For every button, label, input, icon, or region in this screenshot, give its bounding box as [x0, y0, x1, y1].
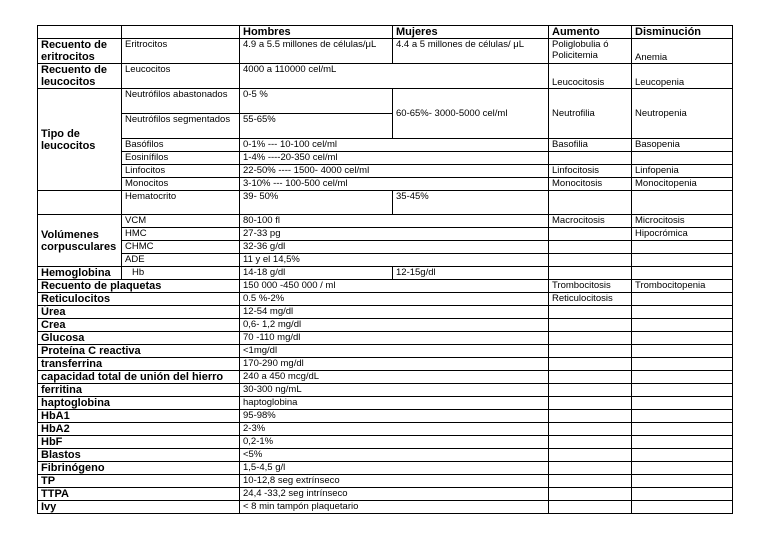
label-volumenes: Volúmenes corpusculares — [38, 215, 122, 267]
row-disminucion — [632, 410, 733, 423]
eritrocitos-aumento: Poliglobulia ó Policitemia — [549, 39, 632, 64]
row-value: < 8 min tampón plaquetario — [240, 501, 549, 514]
hematocrito-hombres: 39- 50% — [240, 191, 393, 215]
header-mujeres: Mujeres — [393, 26, 549, 39]
neutrofilos-mujeres: 60-65%- 3000-5000 cel/ml — [393, 89, 549, 139]
row-label: HbA2 — [38, 423, 240, 436]
header-row — [38, 26, 733, 39]
linfocitos-value: 22-50% ---- 1500- 4000 cel/ml — [240, 165, 549, 178]
chmc-value: 32-36 g/dl — [240, 241, 549, 254]
table-row — [38, 397, 733, 410]
row-disminucion — [632, 371, 733, 384]
row-value: 12-54 mg/dl — [240, 306, 549, 319]
linfocitos-aumento: Linfocitosis — [549, 165, 632, 178]
header-empty-1 — [38, 26, 122, 39]
leucocitos-aumento: Leucocitosis — [549, 64, 632, 89]
plaquetas-aumento: Trombocitosis — [549, 280, 632, 293]
reticulocitos-disminucion — [632, 293, 733, 306]
table-row — [38, 371, 733, 384]
row-disminucion — [632, 397, 733, 410]
row-value: 0,2-1% — [240, 436, 549, 449]
ade-aumento — [549, 254, 632, 267]
hmc-disminucion: Hipocrómica — [632, 228, 733, 241]
row-label: Glucosa — [38, 332, 240, 345]
table-row — [38, 475, 733, 488]
chmc-aumento — [549, 241, 632, 254]
row-monocitos — [38, 178, 733, 191]
label-leucocitos: Recuento de leucocitos — [38, 64, 122, 89]
name-hb: Hb — [122, 267, 240, 280]
name-ade: ADE — [122, 254, 240, 267]
row-disminucion — [632, 449, 733, 462]
label-tipo-leucocitos: Tipo de leucocitos — [38, 89, 122, 191]
row-label: haptoglobina — [38, 397, 240, 410]
row-label: TTPA — [38, 488, 240, 501]
hematocrito-disminucion — [632, 191, 733, 215]
row-eosinofilos — [38, 152, 733, 165]
basofilos-disminucion: Basopenia — [632, 139, 733, 152]
table-row — [38, 319, 733, 332]
row-leucocitos — [38, 64, 733, 89]
plaquetas-value: 150 000 -450 000 / ml — [240, 280, 549, 293]
table-row — [38, 501, 733, 514]
label-eritrocitos: Recuento de eritrocitos — [38, 39, 122, 64]
reticulocitos-aumento: Reticulocitosis — [549, 293, 632, 306]
row-abastonados — [38, 89, 733, 114]
row-label: Ivy — [38, 501, 240, 514]
plaquetas-disminucion: Trombocitopenia — [632, 280, 733, 293]
row-aumento — [549, 345, 632, 358]
row-aumento — [549, 306, 632, 319]
monocitos-value: 3-10% --- 100-500 cel/ml — [240, 178, 549, 191]
row-value: <1mg/dl — [240, 345, 549, 358]
row-chmc — [38, 241, 733, 254]
row-label: ferritina — [38, 384, 240, 397]
row-reticulocitos — [38, 293, 733, 306]
label-reticulocitos: Reticulocitos — [38, 293, 240, 306]
table-row — [38, 488, 733, 501]
table-row — [38, 436, 733, 449]
row-aumento — [549, 501, 632, 514]
name-vcm: VCM — [122, 215, 240, 228]
row-aumento — [549, 436, 632, 449]
label-hematocrito-empty — [38, 191, 122, 215]
row-hmc — [38, 228, 733, 241]
row-linfocitos — [38, 165, 733, 178]
table-row — [38, 332, 733, 345]
eosinofilos-disminucion — [632, 152, 733, 165]
leucocitos-disminucion: Leucopenia — [632, 64, 733, 89]
row-label: HbA1 — [38, 410, 240, 423]
table-row — [38, 449, 733, 462]
hmc-aumento — [549, 228, 632, 241]
name-chmc: CHMC — [122, 241, 240, 254]
leucocitos-value: 4000 a 110000 cel/mL — [240, 64, 549, 89]
reticulocitos-value: 0.5 %-2% — [240, 293, 549, 306]
row-basofilos — [38, 139, 733, 152]
linfocitos-disminucion: Linfopenia — [632, 165, 733, 178]
row-aumento — [549, 423, 632, 436]
row-value: 10-12,8 seg extrínseco — [240, 475, 549, 488]
hemoglobina-aumento — [549, 267, 632, 280]
row-disminucion — [632, 501, 733, 514]
table-row — [38, 410, 733, 423]
hmc-value: 27-33 pg — [240, 228, 549, 241]
row-label: Blastos — [38, 449, 240, 462]
row-disminucion — [632, 358, 733, 371]
hemoglobina-disminucion — [632, 267, 733, 280]
eritrocitos-mujeres: 4.4 a 5 millones de células/ μL — [393, 39, 549, 64]
eritrocitos-disminucion: Anemia — [632, 39, 733, 64]
row-disminucion — [632, 306, 733, 319]
row-value: 1,5-4,5 g/l — [240, 462, 549, 475]
row-aumento — [549, 488, 632, 501]
header-hombres: Hombres — [240, 26, 393, 39]
basofilos-aumento: Basofilia — [549, 139, 632, 152]
row-disminucion — [632, 436, 733, 449]
vcm-disminucion: Microcitosis — [632, 215, 733, 228]
row-value: 170-290 mg/dl — [240, 358, 549, 371]
abastonados-value: 0-5 % — [240, 89, 393, 114]
eosinofilos-value: 1-4% ----20-350 cel/ml — [240, 152, 549, 165]
row-label: transferrina — [38, 358, 240, 371]
row-disminucion — [632, 345, 733, 358]
row-aumento — [549, 371, 632, 384]
row-value: 95-98% — [240, 410, 549, 423]
row-disminucion — [632, 384, 733, 397]
table-row — [38, 384, 733, 397]
ade-value: 11 y el 14,5% — [240, 254, 549, 267]
eosinofilos-aumento — [549, 152, 632, 165]
row-value: 24,4 -33,2 seg intrínseco — [240, 488, 549, 501]
name-monocitos: Monocitos — [122, 178, 240, 191]
table-row — [38, 306, 733, 319]
eritrocitos-hombres: 4.9 a 5.5 millones de células/μL — [240, 39, 393, 64]
row-label: Proteína C reactiva — [38, 345, 240, 358]
header-disminucion: Disminución — [632, 26, 733, 39]
label-plaquetas: Recuento de plaquetas — [38, 280, 240, 293]
row-hematocrito — [38, 191, 733, 215]
table-row — [38, 462, 733, 475]
row-value: <5% — [240, 449, 549, 462]
row-value: 2-3% — [240, 423, 549, 436]
row-aumento — [549, 410, 632, 423]
name-linfocitos: Linfocitos — [122, 165, 240, 178]
header-empty-2 — [122, 26, 240, 39]
row-aumento — [549, 449, 632, 462]
row-plaquetas — [38, 280, 733, 293]
label-hemoglobina: Hemoglobina — [38, 267, 122, 280]
row-disminucion — [632, 332, 733, 345]
vcm-aumento: Macrocitosis — [549, 215, 632, 228]
row-aumento — [549, 397, 632, 410]
row-hemoglobina — [38, 267, 733, 280]
row-value: 0,6- 1,2 mg/dl — [240, 319, 549, 332]
hematocrito-aumento — [549, 191, 632, 215]
row-aumento — [549, 384, 632, 397]
segmentados-value: 55-65% — [240, 114, 393, 139]
row-disminucion — [632, 423, 733, 436]
row-value: 240 a 450 mcg/dL — [240, 371, 549, 384]
name-eosinofilos: Eosinífilos — [122, 152, 240, 165]
monocitos-disminucion: Monocitopenia — [632, 178, 733, 191]
reference-values-table — [37, 25, 733, 514]
vcm-value: 80-100 fl — [240, 215, 549, 228]
table-row — [38, 345, 733, 358]
row-vcm — [38, 215, 733, 228]
header-aumento: Aumento — [549, 26, 632, 39]
row-label: capacidad total de unión del hierro — [38, 371, 240, 384]
row-aumento — [549, 475, 632, 488]
row-aumento — [549, 319, 632, 332]
row-disminucion — [632, 488, 733, 501]
neutrofilos-aumento: Neutrofilia — [549, 89, 632, 139]
name-segmentados: Neutrófilos segmentados — [122, 114, 240, 139]
row-aumento — [549, 358, 632, 371]
name-basofilos: Basófilos — [122, 139, 240, 152]
row-label: Úrea — [38, 306, 240, 319]
row-value: 70 -110 mg/dl — [240, 332, 549, 345]
name-hmc: HMC — [122, 228, 240, 241]
monocitos-aumento: Monocitosis — [549, 178, 632, 191]
row-label: Crea — [38, 319, 240, 332]
name-abastonados: Neutrófilos abastonados — [122, 89, 240, 114]
basofilos-value: 0-1% --- 10-100 cel/ml — [240, 139, 549, 152]
row-aumento — [549, 462, 632, 475]
hemoglobina-hombres: 14-18 g/dl — [240, 267, 393, 280]
table-row — [38, 358, 733, 371]
name-eritrocitos: Eritrocitos — [122, 39, 240, 64]
row-label: Fibrinógeno — [38, 462, 240, 475]
row-aumento — [549, 332, 632, 345]
name-hematocrito: Hematocrito — [122, 191, 240, 215]
row-value: haptoglobina — [240, 397, 549, 410]
chmc-disminucion — [632, 241, 733, 254]
row-eritrocitos — [38, 39, 733, 64]
hematocrito-mujeres: 35-45% — [393, 191, 549, 215]
table-row — [38, 423, 733, 436]
row-label: TP — [38, 475, 240, 488]
row-disminucion — [632, 319, 733, 332]
row-ade — [38, 254, 733, 267]
name-leucocitos: Leucocitos — [122, 64, 240, 89]
row-label: HbF — [38, 436, 240, 449]
row-value: 30-300 ng/mL — [240, 384, 549, 397]
hemoglobina-mujeres: 12-15g/dl — [393, 267, 549, 280]
neutrofilos-disminucion: Neutropenia — [632, 89, 733, 139]
row-disminucion — [632, 475, 733, 488]
ade-disminucion — [632, 254, 733, 267]
row-disminucion — [632, 462, 733, 475]
